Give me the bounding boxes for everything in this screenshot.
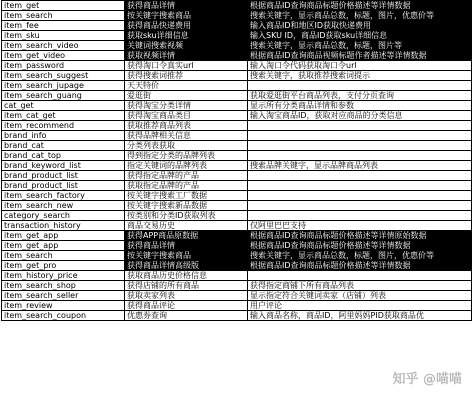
api-name-cell: item_search_new xyxy=(2,201,125,211)
api-name-cell: item_get_app xyxy=(2,241,125,251)
api-name-cell: item_get_pro xyxy=(2,261,125,271)
api-title-cell: 爱逛街 xyxy=(125,91,248,101)
table-row xyxy=(2,141,472,151)
api-title-cell: 按类别和分类ID获取列表 xyxy=(125,211,248,221)
api-description-cell: 输入淘口令代码获取淘口令url xyxy=(248,61,472,71)
api-name-cell: item_fee xyxy=(2,21,125,31)
api-title-cell: 获取视频详情 xyxy=(125,51,248,61)
api-title-cell: 天天特价 xyxy=(125,81,248,91)
api-name-cell: brand_keyword_list xyxy=(2,161,125,171)
table-row xyxy=(2,21,472,31)
api-description-cell xyxy=(248,151,472,161)
api-title-cell: 优惠券查询 xyxy=(125,311,248,321)
api-description-cell: 显示指定符合关键词卖家（店铺）列表 xyxy=(248,291,472,301)
api-name-cell: transaction_history xyxy=(2,221,125,231)
table-row xyxy=(2,51,472,61)
api-title-cell: 获得APP商品原数据 xyxy=(125,231,248,241)
table-row xyxy=(2,31,472,41)
api-description-cell: 输入淘宝商品ID，获取对应商品的分类信息 xyxy=(248,111,472,121)
table-row xyxy=(2,271,472,281)
api-description-cell xyxy=(248,191,472,201)
api-title-cell: 按关键字搜索工厂数据 xyxy=(125,191,248,201)
api-title-cell: 获取指定品牌的产品 xyxy=(125,181,248,191)
api-name-cell: item_get_app xyxy=(2,231,125,241)
table-row xyxy=(2,61,472,71)
api-name-cell: item_history_price xyxy=(2,271,125,281)
api-description-cell xyxy=(248,211,472,221)
table-row xyxy=(2,1,472,11)
table-row xyxy=(2,81,472,91)
table-row xyxy=(2,101,472,111)
api-name-cell: brand_product_list xyxy=(2,171,125,181)
api-name-cell: brand_product_list xyxy=(2,181,125,191)
api-description-cell: 输入商品名称，商品ID，阿里妈妈PID获取商品优 xyxy=(248,311,472,321)
api-table xyxy=(1,0,472,321)
api-name-cell: brand_cat_top xyxy=(2,151,125,161)
api-description-cell xyxy=(248,121,472,131)
api-title-cell: 获得指定品牌的产品 xyxy=(125,171,248,181)
api-description-cell: 显示所有分类商品详情和参数 xyxy=(248,101,472,111)
table-row xyxy=(2,301,472,311)
api-name-cell: brand_info xyxy=(2,131,125,141)
api-title-cell: 获得淘宝商品类目 xyxy=(125,111,248,121)
api-description-cell: 搜索关键字，显示商品总数，标题，图片等 xyxy=(248,41,472,51)
table-row xyxy=(2,211,472,221)
table-row xyxy=(2,161,472,171)
api-description-cell: 用户评论 xyxy=(248,301,472,311)
api-name-cell: item_search xyxy=(2,251,125,261)
table-row xyxy=(2,261,472,271)
api-title-cell: 得到指定分类的品牌列表 xyxy=(125,151,248,161)
table-row xyxy=(2,201,472,211)
api-title-cell: 获取商品历史价格信息 xyxy=(125,271,248,281)
api-name-cell: item_search_jupage xyxy=(2,81,125,91)
api-description-cell: 根据商品ID查询商品标题价格描述等详情原始数据 xyxy=(248,231,472,241)
api-name-cell: item_get xyxy=(2,1,125,11)
api-name-cell: item_sku xyxy=(2,31,125,41)
api-description-cell xyxy=(248,271,472,281)
api-description-cell: 搜索品牌关键字，显示品牌商品列表 xyxy=(248,161,472,171)
api-title-cell: 获得店铺的所有商品 xyxy=(125,281,248,291)
api-description-cell: 输入商品ID和地区ID获取快递费用 xyxy=(248,21,472,31)
api-description-cell: 根据商品ID查询商品标题价格描述等详情数据 xyxy=(248,261,472,271)
api-name-cell: item_search_video xyxy=(2,41,125,51)
api-title-cell: 分类列表获取 xyxy=(125,141,248,151)
table-row xyxy=(2,241,472,251)
api-name-cell: item_search_shop xyxy=(2,281,125,291)
api-name-cell: item_search_coupon xyxy=(2,311,125,321)
table-row xyxy=(2,11,472,21)
api-name-cell: category_search xyxy=(2,211,125,221)
api-name-cell: item_get_video xyxy=(2,51,125,61)
api-description-cell xyxy=(248,201,472,211)
api-title-cell: 按关键字搜索新品数据 xyxy=(125,201,248,211)
table-row xyxy=(2,131,472,141)
api-name-cell: cat_get xyxy=(2,101,125,111)
api-description-cell: 根据商品ID查询商品标题价格描述等详情数据 xyxy=(248,241,472,251)
table-row xyxy=(2,171,472,181)
api-name-cell: item_password xyxy=(2,61,125,71)
api-title-cell: 按关键字搜索商品 xyxy=(125,11,248,21)
table-row xyxy=(2,251,472,261)
api-title-cell: 获得搜索词推荐 xyxy=(125,71,248,81)
api-description-cell xyxy=(248,171,472,181)
api-title-cell: 获取推荐商品列表 xyxy=(125,121,248,131)
api-name-cell: item_search_suggest xyxy=(2,71,125,81)
api-description-cell: 获取爱逛街平台商品列表，支付分页查询 xyxy=(248,91,472,101)
table-row xyxy=(2,151,472,161)
api-description-cell: 输入SKU ID，商品ID获取sku详细信息 xyxy=(248,31,472,41)
table-row xyxy=(2,221,472,231)
api-description-cell xyxy=(248,131,472,141)
api-name-cell: brand_cat xyxy=(2,141,125,151)
api-title-cell: 获得淘口令真实url xyxy=(125,61,248,71)
table-row xyxy=(2,71,472,81)
api-title-cell: 指定关键词的品牌列表 xyxy=(125,161,248,171)
table-row xyxy=(2,111,472,121)
api-title-cell: 获得商品详情 xyxy=(125,1,248,11)
api-description-cell xyxy=(248,81,472,91)
api-description-cell: 仅阿里巴巴支持 xyxy=(248,221,472,231)
api-description-cell: 搜索关键字，显示商品总数，标题，图片，优惠价等 xyxy=(248,11,472,21)
api-title-cell: 获取sku详细信息 xyxy=(125,31,248,41)
api-name-cell: item_search xyxy=(2,11,125,21)
api-name-cell: item_review xyxy=(2,301,125,311)
api-name-cell: item_search_guang xyxy=(2,91,125,101)
api-description-cell: 搜索关键字，获取推荐搜索词提示 xyxy=(248,71,472,81)
table-row xyxy=(2,231,472,241)
api-title-cell: 商品交易历史 xyxy=(125,221,248,231)
api-title-cell: 关键词搜索视频 xyxy=(125,41,248,51)
api-title-cell: 按关键字搜索商品 xyxy=(125,251,248,261)
api-description-cell: 根据商品ID查询商品视频标题作者描述等详情数据 xyxy=(248,51,472,61)
table-row xyxy=(2,191,472,201)
api-title-cell: 获得商品评论 xyxy=(125,301,248,311)
table-row xyxy=(2,41,472,51)
api-description-cell xyxy=(248,181,472,191)
api-description-cell: 搜索关键字，显示商品总数，标题，图片，优惠价等 xyxy=(248,251,472,261)
table-row xyxy=(2,291,472,301)
table-row xyxy=(2,311,472,321)
api-name-cell: item_search_factory xyxy=(2,191,125,201)
api-name-cell: item_search_seller xyxy=(2,291,125,301)
api-title-cell: 获得淘宝分类详情 xyxy=(125,101,248,111)
api-title-cell: 获得商品快递费用 xyxy=(125,21,248,31)
api-name-cell: item_recommend xyxy=(2,121,125,131)
table-row xyxy=(2,121,472,131)
api-title-cell: 获取卖家列表 xyxy=(125,291,248,301)
api-title-cell: 获得商品详情 xyxy=(125,241,248,251)
zhihu-watermark: 知乎 @喵喵 xyxy=(392,372,462,387)
api-name-cell: item_cat_get xyxy=(2,111,125,121)
table-row xyxy=(2,281,472,291)
api-description-cell xyxy=(248,141,472,151)
api-description-cell: 根据商品ID查询商品标题价格描述等详情数据 xyxy=(248,1,472,11)
table-row xyxy=(2,181,472,191)
api-title-cell: 获得商品详情高级版 xyxy=(125,261,248,271)
api-title-cell: 获得品牌相关信息 xyxy=(125,131,248,141)
api-description-cell: 获得指定商铺下所有商品列表 xyxy=(248,281,472,291)
table-row xyxy=(2,91,472,101)
